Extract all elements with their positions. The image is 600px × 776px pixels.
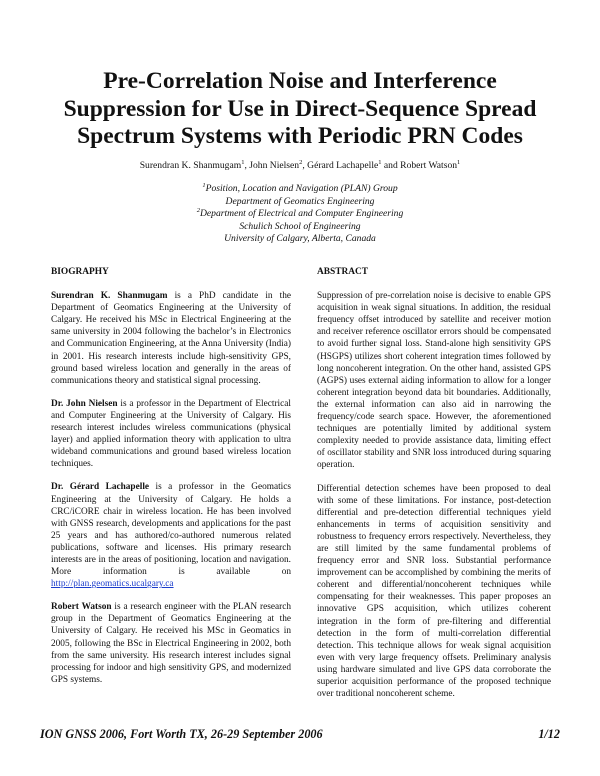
biography-heading: BIOGRAPHY bbox=[51, 267, 109, 277]
author-separator: , bbox=[302, 160, 308, 171]
affiliation-text: Position, Location and Navigation (PLAN) Group bbox=[205, 183, 398, 194]
abstract-paragraph: Differential detection schemes have been proposed to deal with some of these limitations. For instance, post-detection differential and pre-detection differential techniques yield enhancements in terms of acquisition sensitivity and robustness to frequency errors respectively. Nevertheless, they are still limited by the same fundamental problems of frequency error and SNR loss. Substantial performance improvement can be accomplished by combining the merits of coherent and differential/noncoherent techniques while compensating for their weaknesses. This paper proposes an innovative GPS acquisition, which utilizes coherent integration in the form of pre-filtering and differential detection in the form of multi-correlation differential detection. This technique allows for weak signal acquisition even with very large frequency offsets. Preliminary analysis using hardware simulated and live GPS data corroborate the superior acquisition performance of the proposed technique over traditional noncoherent scheme. bbox=[317, 483, 551, 700]
abstract-column bbox=[317, 266, 551, 711]
author-separator: , bbox=[244, 160, 250, 171]
affiliation-line bbox=[40, 221, 560, 234]
author-affil-mark: 2 bbox=[299, 158, 303, 166]
title-line: Spectrum Systems with Periodic PRN Codes bbox=[77, 123, 523, 149]
affiliation-text: Schulich School of Engineering bbox=[239, 220, 361, 232]
affiliation-text: Department of Electrical and Computer Engineering bbox=[199, 208, 404, 220]
author-name: John Nielsen bbox=[249, 160, 300, 171]
bio-lead: Robert Watson bbox=[51, 602, 112, 613]
bio-text: is a research engineer with the PLAN research group in the Department of Geomatics Engineering at the University of Calgary. He received his MSc in Geomatics in 2005, following the BSc in Electrical Engineering in 2002, both from the same university. His research interest includes signal processing for indoor and high sensitivity GPS, and modernized GPS systems. bbox=[51, 602, 291, 685]
biography-paragraph bbox=[51, 601, 291, 686]
author-affil-mark: 1 bbox=[241, 158, 245, 166]
bio-text: is a professor in the Geomatics Engineering at the University of Calgary. He holds a CRC/iCORE chair in wireless location. He has been involved with GNSS research, developments and applications for the past 25 years and has authored/co-authored numerous related publications, software and licenses. His primary research interests are in the areas of positioning, location and navigation. More information is available on bbox=[51, 482, 291, 578]
page-number: 1/12 bbox=[538, 727, 560, 741]
conference-info: ION GNSS 2006, Fort Worth TX, 26-29 September 2006 bbox=[40, 727, 323, 741]
biography-column bbox=[51, 266, 291, 697]
biography-paragraph bbox=[51, 481, 291, 590]
author-affil-mark: 1 bbox=[378, 158, 382, 166]
affiliations bbox=[40, 183, 560, 246]
title-line: Suppression for Use in Direct-Sequence Spread bbox=[63, 95, 537, 122]
title-line: Pre-Correlation Noise and Interference bbox=[103, 68, 497, 94]
biography-paragraph bbox=[51, 398, 291, 471]
biography-paragraph bbox=[51, 290, 291, 387]
bio-lead: Dr. John Nielsen bbox=[51, 398, 118, 409]
affiliation-line bbox=[40, 233, 560, 246]
author-affil-mark: 1 bbox=[457, 158, 461, 166]
affiliation-mark: 1 bbox=[202, 181, 206, 189]
plan-website-link[interactable]: http://plan.geomatics.ucalgary.ca bbox=[51, 579, 174, 590]
author-list bbox=[40, 160, 560, 171]
affiliation-line bbox=[40, 208, 560, 221]
affiliation-text: University of Calgary, Alberta, Canada bbox=[224, 233, 376, 245]
bio-text: is a professor in the Department of Electrical and Computer Engineering at the University of Calgary. His research interest includes wireless communications (physical layer) and applied information theory with application to ultra wideband communications and ground based wireless location techniques. bbox=[51, 398, 291, 470]
paper-title bbox=[40, 68, 560, 151]
affiliation-text: Department of Geomatics Engineering bbox=[225, 195, 375, 207]
abstract-heading: ABSTRACT bbox=[317, 267, 369, 277]
author-name: Surendran K. Shanmugam bbox=[139, 160, 242, 171]
author-separator: and bbox=[381, 160, 401, 171]
author-name: Gérard Lachapelle bbox=[307, 160, 379, 171]
abstract-paragraph: Suppression of pre-correlation noise is decisive to enable GPS acquisition in weak signal situations. In addition, the residual frequency offset introduced by satellite and receiver motion and receiver reference oscillator errors should be compensated to avoid further signal loss. Stand-alone high sensitivity GPS (HSGPS) utilizes short coherent integration times followed by long noncoherent integration. On the other hand, assisted GPS (AGPS) uses external aiding information to allow for a longer coherent integration beyond data bit boundaries. Additionally, the external information can also aid in narrowing the frequency/code search space. However, the aforementioned techniques are potentially limited by additional system complexity needed to provide assistance data, limiting effect of oscillator stability and SNR loss introduced during squaring operation. bbox=[317, 291, 551, 471]
bio-lead: Surendran K. Shanmugam bbox=[51, 291, 168, 302]
bio-lead: Dr. Gérard Lachapelle bbox=[51, 482, 150, 493]
affiliation-line bbox=[40, 196, 560, 209]
affiliation-line bbox=[40, 183, 560, 196]
author-name: Robert Watson bbox=[400, 160, 458, 171]
bio-text: is a PhD candidate in the Department of Geomatics Engineering at the University of Calgary. He received his MSc in Electrical Engineering at the same university in 2004 following the bachelor’s in Electronics and Communication Engineering, at the Anna University (India) in 2001. His research interests include high-sensitivity GPS, ground based wireless location and generally in the areas of communications theory and statistical signal processing. bbox=[51, 291, 291, 386]
affiliation-mark: 2 bbox=[196, 207, 200, 214]
